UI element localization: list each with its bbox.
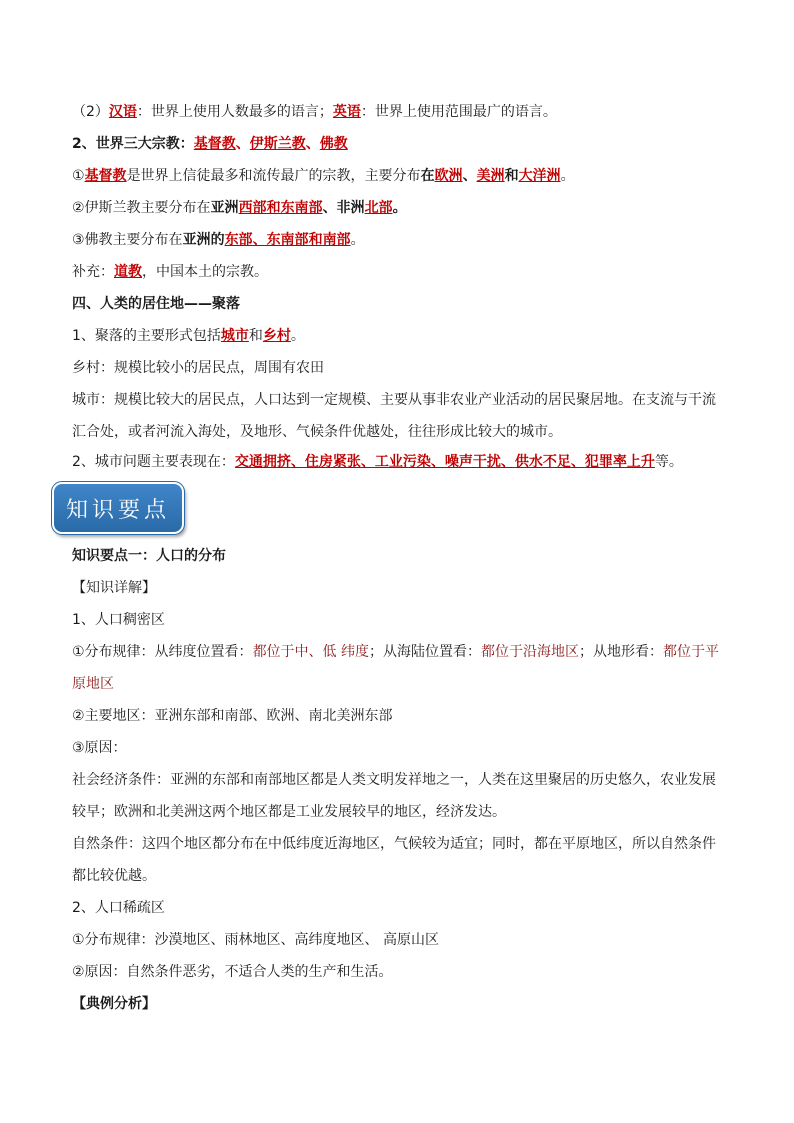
language-line <box>72 102 732 122</box>
dense-reason <box>72 738 732 758</box>
text: 1、人口稠密区 <box>72 612 165 628</box>
city-paragraph <box>72 384 722 448</box>
dense-areas <box>72 706 732 726</box>
highlight: 、 <box>252 232 267 248</box>
highlight: 北部 <box>364 200 393 216</box>
text: 。 <box>560 168 575 184</box>
text: 补充： <box>72 264 114 280</box>
highlight: 犯罪率上升 <box>584 454 655 470</box>
text: 【典例分析】 <box>72 996 156 1012</box>
sparse-rule <box>72 930 732 950</box>
highlight: 伊斯兰教 <box>249 136 306 152</box>
text: 亚洲 <box>210 200 239 216</box>
highlight: 工业污染 <box>374 454 431 470</box>
taoism-line <box>72 262 732 282</box>
highlight: 东南部 <box>280 200 323 216</box>
highlight: 东南部 <box>266 232 309 248</box>
sparse-title <box>72 898 732 918</box>
highlight: 和 <box>308 232 323 248</box>
text: 社会经济条件：亚洲的东部和南部地区都是人类文明发祥地之一，人类在这里聚居的历史悠久，农业发展较早；欧洲和北美洲这两个地区都是工业发展较早的地区，经济发达。 <box>72 772 716 820</box>
city-problems-line <box>72 452 732 472</box>
dense-title <box>72 610 732 630</box>
text: 、非洲 <box>322 200 365 216</box>
text: 、 <box>462 168 477 184</box>
text: ；从海陆位置看： <box>369 644 482 660</box>
text: ③佛教主要分布在 <box>72 232 183 248</box>
text: 在 <box>420 168 435 184</box>
text: 1、聚落的主要形式包括 <box>72 328 221 344</box>
highlight: 城市 <box>220 328 249 344</box>
text: 是世界上信徒最多和流传最广的宗教，主要分布 <box>126 168 421 184</box>
religions-heading <box>72 134 732 154</box>
settlement-heading <box>72 294 732 314</box>
text: 。 <box>392 200 407 216</box>
highlight: 住房紧张 <box>304 454 361 470</box>
text: 乡村：规模比较小的居民点，周围有农田 <box>72 360 324 376</box>
text: 。 <box>350 232 365 248</box>
text: 亚洲 <box>182 232 211 248</box>
christianity-line <box>72 166 732 186</box>
text: 和 <box>504 168 519 184</box>
text: 等。 <box>654 454 683 470</box>
highlight: 东部 <box>224 232 253 248</box>
highlight: 都位于中、低 纬度 <box>252 644 370 660</box>
highlight: 交通拥挤 <box>234 454 291 470</box>
highlight: 佛教 <box>319 136 348 152</box>
highlight-chinese: 汉语 <box>108 104 137 120</box>
knowledge-heading <box>72 546 732 566</box>
highlight: 南部 <box>322 232 351 248</box>
knowledge-points-badge <box>52 482 184 534</box>
text: 、 <box>235 136 250 152</box>
example-label <box>72 994 732 1014</box>
text: ：世界上使用人数最多的语言； <box>136 104 333 120</box>
text: 【知识详解】 <box>72 580 156 596</box>
text: ②伊斯兰教主要分布在 <box>72 200 211 216</box>
highlight: 、 <box>430 454 445 470</box>
highlight-english: 英语 <box>332 104 361 120</box>
highlight: 噪声干扰 <box>444 454 501 470</box>
highlight: 、 <box>360 454 375 470</box>
text: ③原因： <box>72 740 127 756</box>
village-line <box>72 358 732 378</box>
text: 2、世界三大宗教： <box>72 136 194 152</box>
natural-paragraph <box>72 828 722 892</box>
highlight: 和 <box>266 200 281 216</box>
highlight: 美洲 <box>476 168 505 184</box>
highlight: 、 <box>290 454 305 470</box>
dense-rule <box>72 636 722 700</box>
sparse-reason <box>72 962 732 982</box>
socio-economic-paragraph <box>72 764 722 828</box>
islam-line <box>72 198 732 218</box>
text: 自然条件：这四个地区都分布在中低纬度近海地区，气候较为适宜；同时，都在平原地区，所以自然条件都比较优越。 <box>72 836 716 884</box>
text: 2、城市问题主要表现在： <box>72 454 235 470</box>
settlement-forms-line <box>72 326 732 346</box>
buddhism-line <box>72 230 732 250</box>
text: （2） <box>72 104 109 120</box>
highlight: 欧洲 <box>434 168 463 184</box>
text: 城市：规模比较大的居民点，人口达到一定规模、主要从事非农业产业活动的居民聚居地。在支流与干流汇合处，或者河流入海处，及地形、气候条件优越处，往往形成比较大的城市。 <box>72 392 716 440</box>
text: ②原因：自然条件恶劣，不适合人类的生产和生活。 <box>72 964 393 980</box>
text: 、 <box>305 136 320 152</box>
highlight: 、 <box>570 454 585 470</box>
text: ① <box>72 168 85 184</box>
text: 2、人口稀疏区 <box>72 900 165 916</box>
detail-label <box>72 578 732 598</box>
text: ：世界上使用范围最广的语言。 <box>360 104 557 120</box>
highlight: 都位于沿海地区 <box>481 644 580 660</box>
text: 和 <box>248 328 263 344</box>
text: 四、人类的居住地——聚落 <box>72 296 240 312</box>
highlight: 基督教 <box>84 168 127 184</box>
text: ①分布规律：从纬度位置看： <box>72 644 253 660</box>
text: ；从地形看： <box>579 644 664 660</box>
highlight: 都位于平原地区 <box>72 644 720 692</box>
text: 。 <box>290 328 305 344</box>
highlight: 、 <box>500 454 515 470</box>
highlight: 乡村 <box>262 328 291 344</box>
highlight: 西部 <box>238 200 267 216</box>
highlight: 大洋洲 <box>518 168 561 184</box>
badge-label: 知识要点 <box>65 498 170 523</box>
text: 知识要点一：人口的分布 <box>72 548 226 564</box>
text: ，中国本土的宗教。 <box>142 264 268 280</box>
text: 的 <box>210 232 225 248</box>
highlight: 基督教 <box>193 136 236 152</box>
highlight: 供水不足 <box>514 454 571 470</box>
text: ②主要地区：亚洲东部和南部、欧洲、南北美洲东部 <box>72 708 393 724</box>
highlight: 道教 <box>114 264 142 280</box>
text: ①分布规律：沙漠地区、雨林地区、高纬度地区、 高原山区 <box>72 932 439 948</box>
